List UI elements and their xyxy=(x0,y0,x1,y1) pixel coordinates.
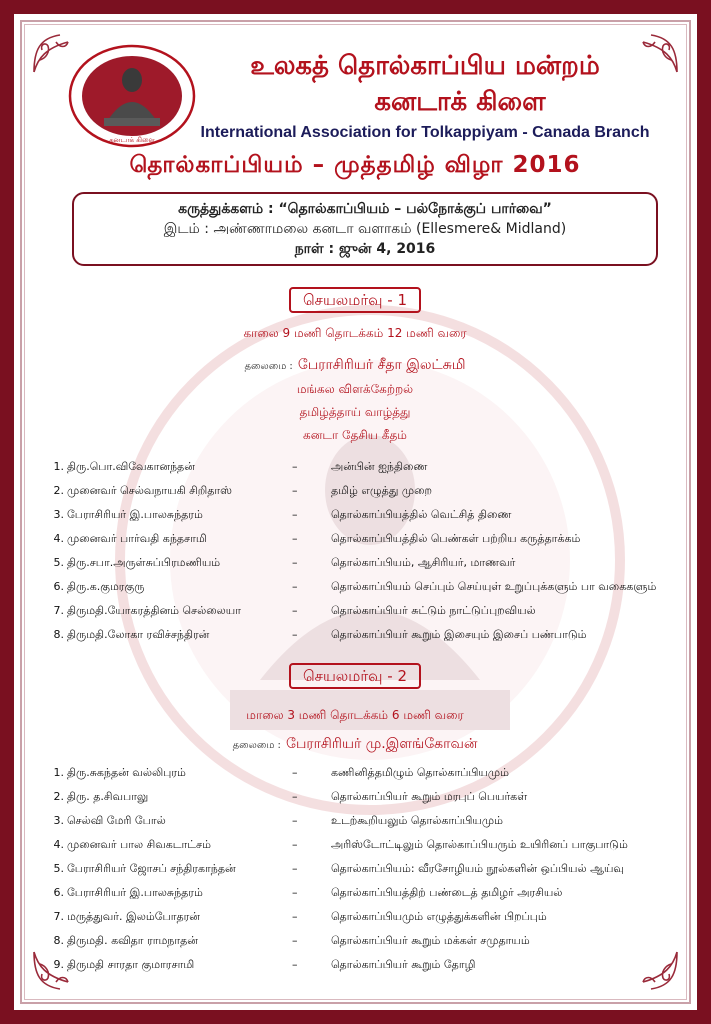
session-1-label: செயலமர்வு - 1 xyxy=(289,287,421,313)
list-item: 6. பேராசிரியர் இ.பாலசுந்தரம் – தொல்காப்பியத்திற் பண்டைத் தமிழர் அரசியல் xyxy=(53,886,563,899)
list-item: 3. பேராசிரியர் இ.பாலசுந்தரம் – தொல்காப்பியத்தில் வெட்சித் திணை xyxy=(53,508,512,521)
theme-box xyxy=(72,192,658,266)
session-2-time: மாலை 3 மணி தொடக்கம் 6 மணி வரை xyxy=(246,708,464,722)
title-english: International Association for Tolkappiyam - Canada Branch xyxy=(200,124,650,141)
session-2-label: செயலமர்வு - 2 xyxy=(289,663,421,689)
list-item: 8. திருமதி. கவிதா ராமநாதன் – தொல்காப்பியர் கூறும் மக்கள் சமுதாயம் xyxy=(53,934,530,947)
logo xyxy=(68,44,196,148)
list-item: 4. முனைவர் பார்வதி கந்தசாமி – தொல்காப்பியத்தில் பெண்கள் பற்றிய கருத்தாக்கம் xyxy=(53,532,581,545)
list-item: 1. திரு.பொ.விவேகானந்தன் – அன்பின் ஐந்திணை xyxy=(53,460,428,473)
title-tamil: உலகத் தொல்காப்பிய மன்றம் xyxy=(250,51,600,81)
chair-label: தலைமை : xyxy=(232,740,281,751)
list-item: 9. திருமதி சாரதா குமாரசாமி – தொல்காப்பியர் கூறும் தோழி xyxy=(53,958,476,971)
list-item: 2. திரு. த.சிவபாலு – தொல்காப்பியர் கூறும் மரபுப் பெயர்கள் xyxy=(53,790,528,803)
session-1-time: காலை 9 மணி தொடக்கம் 12 மணி வரை xyxy=(243,326,467,340)
list-item: 7. திருமதி.யோகரத்தினம் செல்லையா – தொல்காப்பியர் சுட்டும் நாட்டுப்புறவியல் xyxy=(53,604,536,617)
chair-label: தலைமை : xyxy=(244,361,293,372)
title-tamil-branch: கனடாக் கிளை xyxy=(374,87,546,117)
date-line: நாள் : ஜுன் 4, 2016 xyxy=(294,241,436,257)
ritual-anthem-tamil: தமிழ்த்தாய் வாழ்த்து xyxy=(299,405,411,419)
session-1-chair xyxy=(40,354,670,375)
list-item: 5. திரு.சபா.அருள்சுப்பிரமணியம் – தொல்காப்பியம், ஆசிரியர், மாணவர் xyxy=(53,556,516,569)
list-item: 8. திருமதி.லோகா ரவிச்சந்திரன் – தொல்காப்பியர் கூறும் இசையும் இசைப் பண்பாடும் xyxy=(53,628,587,641)
festival-title: தொல்காப்பியம் – முத்தமிழ் விழா 2016 xyxy=(129,152,581,178)
venue-line: இடம் : அண்ணாமலை கனடா வளாகம் (Ellesmere& Midland) xyxy=(163,221,567,237)
theme-line: கருத்துக்களம் : “தொல்காப்பியம் – பல்நோக்குப் பார்வை” xyxy=(178,201,552,217)
chair-name: பேராசிரியர் மு.இளங்கோவன் xyxy=(286,736,478,752)
list-item: 6. திரு.க.குமரகுரு – தொல்காப்பியம் செப்பும் செய்யுள் உறுப்புக்களும் பா வகைகளும் xyxy=(53,580,657,593)
ritual-anthem-canada: கனடா தேசிய கீதம் xyxy=(303,428,407,442)
list-item: 2. முனைவர் செல்வநாயகி சிறிதாஸ் – தமிழ் எழுத்து முறை xyxy=(53,484,432,497)
list-item: 7. மருத்துவர். இலம்போதரன் – தொல்காப்பியமும் எழுத்துக்களின் பிறப்பும் xyxy=(53,910,547,923)
list-item: 1. திரு.சுகந்தன் வல்லிபுரம் – கணினித்தமிழும் தொல்காப்பியமும் xyxy=(53,766,509,779)
logo-text-bottom: கனடாக் கிளை xyxy=(109,136,155,144)
list-item: 3. செல்வி மேரி போல் – உடற்கூறியலும் தொல்காப்பியமும் xyxy=(53,814,503,827)
session-2-chair xyxy=(40,733,670,754)
list-item: 5. பேராசிரியர் ஜோசப் சந்திரகாந்தன் – தொல்காப்பியம்: வீரசோழியம் நூல்களின் ஒப்பியல் ஆய்வு xyxy=(53,862,624,875)
list-item: 4. முனைவர் பால சிவகடாட்சம் – அரிஸ்டோட்டிலும் தொல்காப்பியரும் உயிரினப் பாகுபாடும் xyxy=(53,838,628,851)
chair-name: பேராசிரியர் சீதா இலட்சுமி xyxy=(297,357,466,373)
ritual-lamp: மங்கல விளக்கேற்றல் xyxy=(296,382,414,396)
